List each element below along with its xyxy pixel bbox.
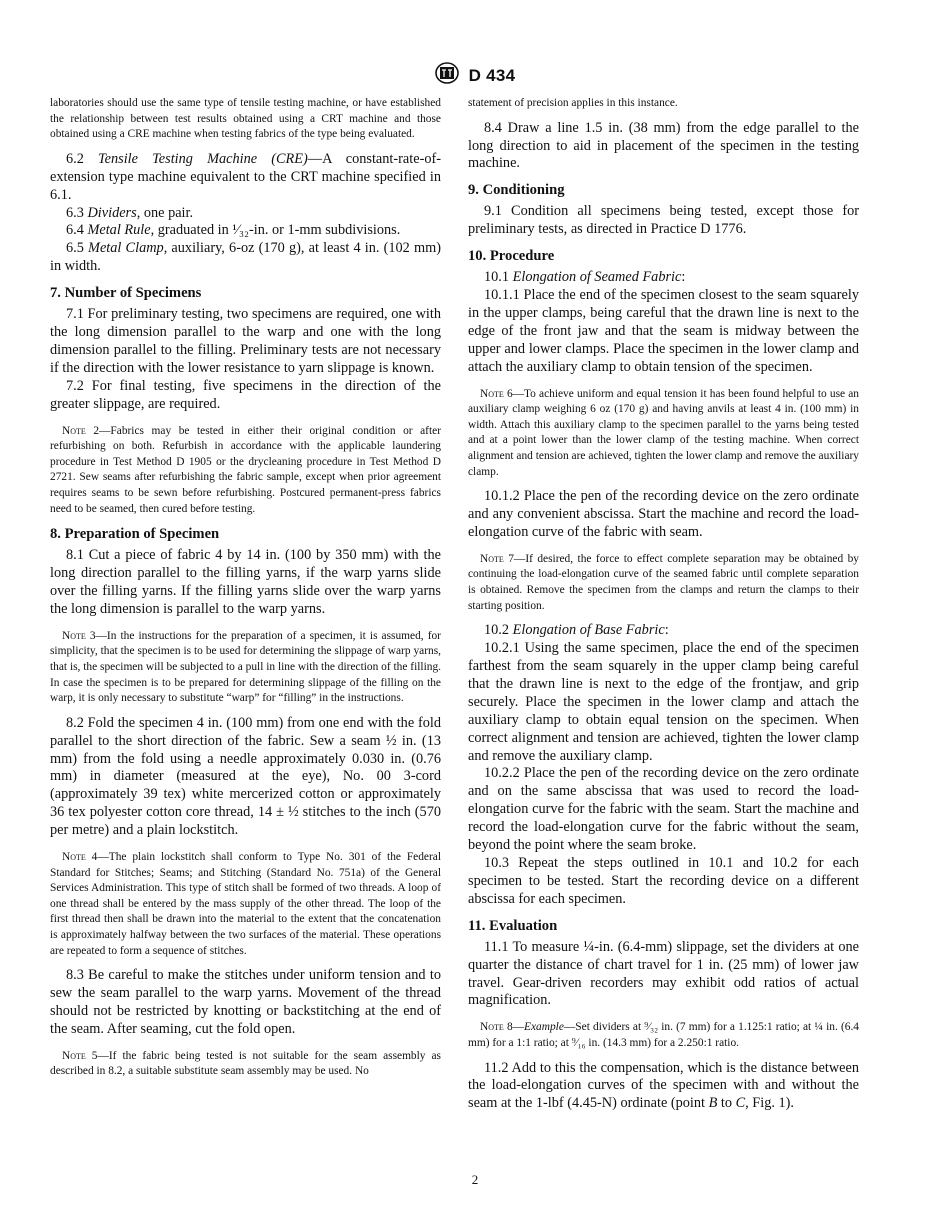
- section-6-5: 6.5 Metal Clamp, auxiliary, 6-oz (170 g), at least 4 in. (102 mm) in width.: [50, 240, 441, 275]
- section-6-2: 6.2 Tensile Testing Machine (CRE)—A constant-rate-of-extension type machine equivalent to the CRT machine specified in 6.1.: [50, 150, 441, 203]
- note-5: Note 5—If the fabric being tested is not suitable for the seam assembly as described in 8.2, a suitable substitute seam assembly may be used. No: [50, 1049, 441, 1078]
- section-6-4: 6.4 Metal Rule, graduated in ¹⁄₃₂-in. or 1-mm subdivisions.: [66, 222, 401, 239]
- section-9-1: 9.1 Condition all specimens being tested, except those for preliminary tests, as directed in Practice D 1776.: [468, 203, 859, 238]
- note-4: Note 4—The plain lockstitch shall conform to Type No. 301 of the Federal Standard for Stitches; Seams; and Stitching (Standard No. 751a) of the General Services Administration. This type of stitch shall be formed of two threads. A loop of one thread shall be entered by the mass supply of the other thread. The loop of the first thread then shall be drawn into the material to the extent that the concatenation is approximately halfway between the two surfaces of the material. These operations are repeated to form a sequence of stitches.: [50, 851, 441, 957]
- section-10-1-1: 10.1.1 Place the end of the specimen closest to the seam squarely in the upper clamps, being careful that the drawn line is next to the edge of the front jaw and that the seam is midway between the upper and lower clamps. Place the specimen in the lower clamp and attach the auxiliary clamp to obtain tension of the specimen.: [468, 287, 859, 375]
- section-11-1: 11.1 To measure ¼-in. (6.4-mm) slippage, set the dividers at one quarter the distance of chart travel for 1 in. (25 mm) of lower jaw travel. Gear-driven recorders may exhibit odd ratios of actual magnification.: [468, 938, 859, 1009]
- note-8: Note 8—Example—Set dividers at ⁹⁄₃₂ in. (7 mm) for a 1.125:1 ratio; at ¼ in. (6.4 mm) for a 1:1 ratio; at ⁹⁄₁₆ in. (14.3 mm) for a 2.250:1 ratio.: [468, 1021, 859, 1049]
- heading-section-10: 10. Procedure: [468, 248, 555, 265]
- section-8-1: 8.1 Cut a piece of fabric 4 by 14 in. (100 by 350 mm) with the long direction parallel to the filling yarns, if the warp yarns slide over the filling yarns. If the filling yarns slide over the warp yarns the long dimension is parallel to the warp yarns.: [50, 547, 441, 617]
- page-header: [0, 62, 950, 89]
- section-10-2: 10.2 Elongation of Base Fabric:: [484, 622, 669, 639]
- paragraph-continuation-right: statement of precision applies in this instance.: [468, 97, 678, 109]
- section-8-3: 8.3 Be careful to make the stitches under uniform tension and to sew the seam parallel to the warp yarns. Movement of the thread should not be restricted by knotting or backstitching at the end of the seam. After seaming, cut the fold open.: [50, 967, 441, 1037]
- section-6-3: 6.3 Dividers, one pair.: [66, 204, 194, 221]
- section-8-2: 8.2 Fold the specimen 4 in. (100 mm) from one end with the fold parallel to the short direction of the fabric. Sew a seam ½ in. (13 mm) from the fold using a needle approximately 0.030 in. (0.76 mm) in diameter (measured at the eye), No. 00 3-cord (approximately 39 tex) white mercerized cotton or approximately 36 tex polyester cotton core thread, 14 ± ½ stitches to the inch (570 per metre) and a plain lockstitch.: [50, 714, 441, 839]
- note-3: Note 3—In the instructions for the preparation of a specimen, it is assumed, for simplicity, that the specimen is to be used for determining the slippage of warp yarns, that is, the specimen will be subjected to a pull in line with the direction of the filling. In case the specimen is to be prepared for determining slippage of the filling on the warp, it is only necessary to substitute “warp” for “filling” in the instructions.: [50, 629, 441, 705]
- section-10-1-2: 10.1.2 Place the pen of the recording device on the zero ordinate and any convenient abscissa. Start the machine and record the load-elongation curve of the fabric with seam.: [468, 488, 859, 540]
- designation: D 434: [468, 65, 516, 85]
- heading-section-7: 7. Number of Specimens: [50, 285, 202, 302]
- section-7-2: 7.2 For final testing, five specimens in the direction of the greater slippage, are required.: [50, 377, 441, 412]
- section-8-4: 8.4 Draw a line 1.5 in. (38 mm) from the edge parallel to the long direction to aid in placement of the specimen in the testing machine.: [468, 119, 859, 172]
- note-7: Note 7—If desired, the force to effect complete separation may be obtained by continuing the load-elongation curve of the seamed fabric until complete separation is obtained. Remove the specimen from the clamps and return the clamps to their starting position.: [468, 552, 859, 612]
- left-column: [50, 96, 441, 1088]
- section-10-1: 10.1 Elongation of Seamed Fabric:: [484, 269, 686, 286]
- note-6: Note 6—To achieve uniform and equal tension it has been found helpful to use an auxiliary clamp weighing 6 oz (170 g) and having anvils at least 4 in. (100 mm) in width. Attach this auxiliary clamp to the specimen parallel to the yarns being tested and at a point lower than the lower clamp of the testing machine. When correct alignment and tension are achieved, tighten the lower clamp and remove the auxiliary clamp.: [468, 387, 859, 478]
- section-11-2: 11.2 Add to this the compensation, which is the distance between the load-elongation curves of the specimen with and without the seam at the 1-lbf (4.45-N) ordinate (point B to C, Fig. 1).: [468, 1059, 859, 1112]
- section-10-2-1: 10.2.1 Using the same specimen, place the end of the specimen farthest from the seam squarely in the upper clamp being careful that the drawn line is next to the edge of the frontjaw, and grip securely. Place the specimen in the lower clamp and attach the auxiliary clamp to obtain equal tension on the specimen. When correct alignment and tension are achieved, tighten the lower clamp and remove the auxiliary clamp.: [468, 640, 859, 764]
- paragraph-continuation: laboratories should use the same type of tensile testing machine, or have established the relationship between test results obtained using a CRT machine and those obtained using a CRE machine when testing fabrics of the type being evaluated.: [50, 97, 441, 141]
- section-7-1: 7.1 For preliminary testing, two specimens are required, one with the long dimension parallel to the warp and one with the long dimension parallel to the filling. Preliminary tests are not necessary if the direction with the lower resistance to yarn slippage is known.: [50, 306, 441, 376]
- section-10-2-2: 10.2.2 Place the pen of the recording device on the zero ordinate and on the same abscissa that was used to record the load-elongation curve for the fabric with the seam. Start the machine and record the load-elongation curve for the fabric without the seam, beyond the point where the seam broke.: [468, 765, 859, 854]
- page-number: 2: [471, 1172, 479, 1187]
- note-2: Note 2—Fabrics may be tested in either their original condition or after refurbishing on both. Refurbish in accordance with the applicable laundering procedure in Test Method D 1905 or the drycleaning procedure in Test Method D 2721. Sew seams after refurbishing the fabric sample, except when prior agreement requires seams to be sewn before refurbishing. Postcured permanent-press fabrics need to be seamed, then cured before testing.: [50, 424, 441, 515]
- astm-logo-icon: [435, 62, 459, 89]
- right-column: [468, 96, 859, 1113]
- heading-section-8: 8. Preparation of Specimen: [50, 526, 220, 543]
- heading-section-9: 9. Conditioning: [468, 182, 565, 199]
- heading-section-11: 11. Evaluation: [468, 917, 558, 934]
- section-10-3: 10.3 Repeat the steps outlined in 10.1 and 10.2 for each specimen to be tested. Start the recording device on a different abscissa for each specimen.: [468, 855, 859, 907]
